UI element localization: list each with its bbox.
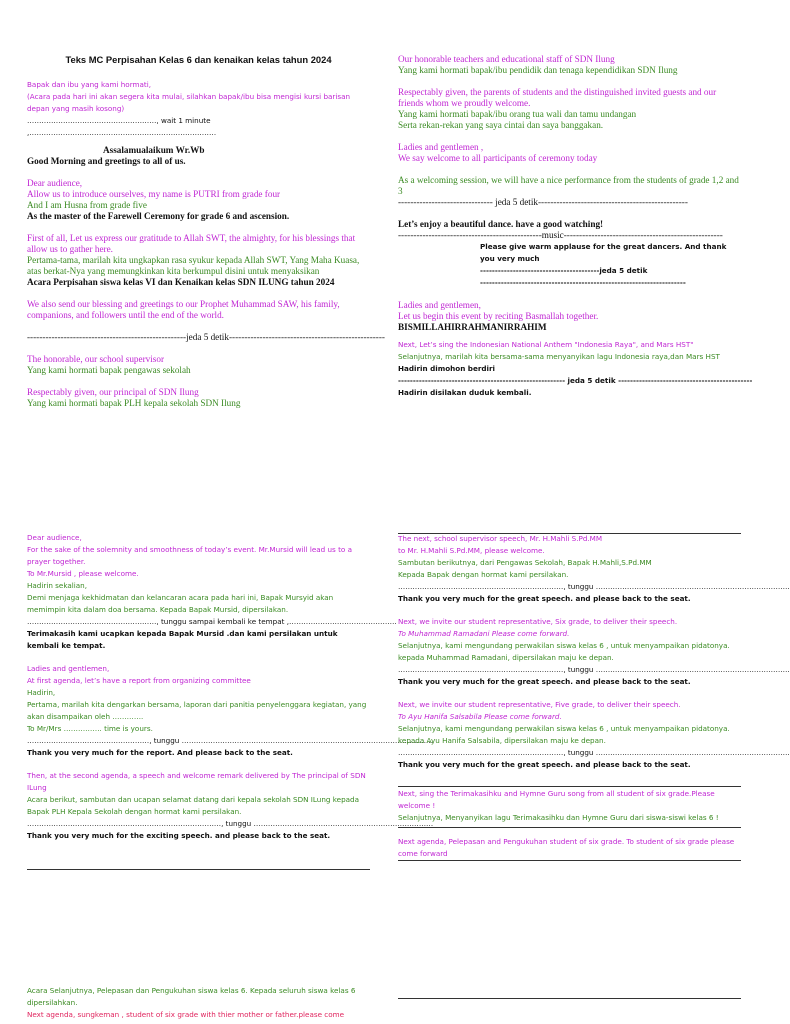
second-agenda-line: Then, at the second agenda, a speech and welcome remark delivered by The principal of SDN ILung xyxy=(27,771,366,792)
tunggu-line-6: ……………………………………………………………, tunggu ……………………………………………………………………… xyxy=(398,748,790,757)
duduk-line: Hadirin disilakan duduk kembali. xyxy=(398,388,532,397)
thanks-line-3: Thank you very much for the great speech. and please back to the seat. xyxy=(398,760,691,769)
principal-line: Respectably given, our principal of SDN Ilung xyxy=(27,387,199,397)
dear-audience: Dear audience, xyxy=(27,178,83,188)
hadirin-line: Hadirin sekalian, xyxy=(27,581,88,590)
demi-line: Demi menjaga kekhidmatan dan kelancaran acara pada hari ini, Bapak Mursyid akan memimpin kita dalam doa bersama. Kepada Bapak Mursid, dipersilakan. xyxy=(27,593,334,614)
jeda-line: ----------------------------------------------------jeda 5 detik--------------------------------------------------- xyxy=(27,332,385,342)
parents-id-line-1: Yang kami hormati bapak/ibu orang tua wali dan tamu undangan xyxy=(398,109,637,119)
berdiri-line: Hadirin dimohon berdiri xyxy=(398,364,495,373)
page-1-right-column xyxy=(398,54,753,399)
dash-line: --------------------------------------------------------------------- xyxy=(480,278,686,287)
to-supervisor-line: to Mr. H.Mahli S.Pd.MM, please welcome. xyxy=(398,546,545,555)
six-grade-line: Next, we invite our student representative, Six grade, to deliver their speech. xyxy=(398,617,678,626)
thanks-line-1: Thank you very much for the great speech. and please back to the seat. xyxy=(398,594,691,603)
acara-line: Acara Perpisahan siswa kelas VI dan Kenaikan kelas SDN ILUNG tahun 2024 xyxy=(27,277,335,287)
six-grade-id-line: Selanjutnya, kami mengundang perwakilan siswa kelas 6 , untuk menyampaikan pidatonya. kepada Muhammad Ramadani, dipersilakan maju ke depan. xyxy=(398,641,730,662)
tunggu-line-5: ……………………………………………………………, tunggu ……………………………………………………………………… xyxy=(398,665,790,674)
report-line: At first agenda, let’s have a report from organizing committee xyxy=(27,676,251,685)
music-line: -----------------------------------------------music---------------------------------------------------- xyxy=(398,230,723,240)
jeda-line: ------------------------------- jeda 5 detik------------------------------------------------- xyxy=(398,197,688,207)
anthem-line: Next, Let’s sing the Indonesian National Anthem "Indonesia Raya", and Mars HST" xyxy=(398,340,694,349)
parents-id-line-2: Serta rekan-rekan yang saya cintai dan saya banggakan. xyxy=(398,120,604,130)
basmallah-line: Let us begin this event by reciting Basmallah together. xyxy=(398,311,599,321)
session-line: As a welcoming session, we will have a nice performance from the students of grade 1,2 and 3 xyxy=(398,175,739,196)
sambutan-line: Sambutan berikutnya, dari Pengawas Sekolah, Bapak H.Mahli,S.Pd.MM xyxy=(398,558,652,567)
page-3-left-column xyxy=(27,985,370,1021)
sing-id-line: Selanjutnya, Menyanyikan lagu Terimakasihku dan Hymne Guru dari siswa-siswi kelas 6 ! xyxy=(398,813,719,822)
divider-line xyxy=(398,786,741,787)
tunggu-line-1: ………………………………………………, tunggu sampai kembali ke tempat ,……………………………………… xyxy=(27,617,397,626)
blessing-line: We also send our blessing and greetings to our Prophet Muhammad SAW, his family, companions, and followers until the end of the world. xyxy=(27,299,340,320)
kepada-line: Kepada Bapak dengan hormat kami persilakan. xyxy=(398,570,569,579)
song-block xyxy=(398,788,743,824)
sing-line: Next, sing the Terimakasihku and Hymne Guru song from all student of six grade.Please welcome ! xyxy=(398,789,715,810)
teachers-line: Our honorable teachers and educational staff of SDN Ilung xyxy=(398,54,615,64)
thanks-exciting-line: Thank you very much for the exciting speech. and please back to the seat. xyxy=(27,831,331,840)
salam: Assalamualaikum Wr.Wb xyxy=(103,145,205,155)
good-morning: Good Morning and greetings to all of us. xyxy=(27,156,186,166)
pelepasan-line: Next agenda, Pelepasan and Pengukuhan student of six grade. To student of six grade please come forward xyxy=(398,837,735,858)
parents-line: Respectably given, the parents of students and the distinguished invited guests and our friends whom we proudly welcome. xyxy=(398,87,717,108)
master-line: As the master of the Farewell Ceremony for grade 6 and ascension. xyxy=(27,211,290,221)
page-2-right-column xyxy=(398,533,790,771)
ladies-gentlemen: Ladies and gentlemen , xyxy=(398,142,484,152)
second-agenda-id-line: Acara berikut, sambutan dan ucapan selamat datang dari kepala sekolah SDN ILung kepada Bapak PLH Kepala Sekolah dengan hormat kami persilakan. xyxy=(27,795,360,816)
five-grade-line: Next, we invite our student representative, Five grade, to deliver their speech. xyxy=(398,700,681,709)
document-title: Teks MC Perpisahan Kelas 6 dan kenaikan kelas tahun 2024 xyxy=(65,54,332,65)
tunggu-line-3: ………………………………………………………………………, tunggu ………………………………………………………………… xyxy=(27,819,434,828)
divider-line xyxy=(398,998,741,999)
jeda-line-3: -------------------------------------------------------- jeda 5 detik --------------------------------------------- xyxy=(398,376,753,385)
tunggu-line-4: ……………………………………………………………, tunggu ……………………………………………………………………… xyxy=(398,582,790,591)
anthem-id-line: Selanjutnya, marilah kita bersama-sama menyanyikan lagu Indonesia raya,dan Mars HST xyxy=(398,352,720,361)
ladies-gentlemen-2: Ladies and gentlemen, xyxy=(398,300,481,310)
to-ayu-line: To Ayu Hanifa Salsabila Please come forward. xyxy=(398,712,562,721)
wait-line: ………………………………………………, wait 1 minute ,…………………………………………………………………… xyxy=(27,116,217,137)
hadirin-line-2: Hadirin, xyxy=(27,688,56,697)
solemnity-line: For the sake of the solemnity and smoothness of today’s event. Mr.Mursid will lead us to a prayer together. xyxy=(27,545,352,566)
welcome-line: We say welcome to all participants of ceremony today xyxy=(398,153,598,163)
divider-line xyxy=(27,869,370,870)
sungkeman-line: Next agenda, sungkeman , student of six grade with thier mother or father.please come xyxy=(27,1010,345,1019)
terimakasih-line: Terimakasih kami ucapkan kepada Bapak Mursid .dan kami persilakan untuk kembali ke tempat. xyxy=(27,629,338,650)
dance-line: Let’s enjoy a beautiful dance. have a good watching! xyxy=(398,219,604,229)
page-1-left-column xyxy=(27,54,385,409)
tunggu-line-2: ……………………………………………, tunggu …………………………………………………………………………………………… xyxy=(27,736,434,745)
ladies-gentlemen-3: Ladies and gentlemen, xyxy=(27,664,110,673)
to-muhammad-line: To Muhammad Ramadani Please come forward. xyxy=(398,629,570,638)
next-supervisor-line xyxy=(398,533,743,545)
thanks-report-line: Thank you very much for the report. And please back to the seat. xyxy=(27,748,293,757)
pertama-line: Pertama-tama, marilah kita ungkapkan rasa syukur kepada Allah SWT, Yang Maha Kuasa, atas berkat-Nya yang memungkinkan kita berkumpul disini untuk menyaksikan xyxy=(27,255,360,276)
page-2-left-column xyxy=(27,532,434,842)
to-mrs-line: To Mr/Mrs ……………. time is yours. xyxy=(27,724,153,733)
five-grade-id-line: Selanjutnya, kami mengundang perwakilan siswa kelas 6 , untuk menyampaikan pidatonya. kepada Ayu Hanifa Salsabila, dipersilakan maju ke depan. xyxy=(398,724,730,745)
jeda-line-2: ----------------------------------------jeda 5 detik xyxy=(480,266,648,275)
applause-line: Please give warm applause for the great dancers. And thank you very much xyxy=(480,242,727,263)
introduce-line: Allow us to introduce ourselves, my name is PUTRI from grade four xyxy=(27,189,281,199)
dear-audience-2: Dear audience, xyxy=(27,533,82,542)
honorable-id-line: Yang kami hormati bapak pengawas sekolah xyxy=(27,365,191,375)
bismillah-line: BISMILLAHIRRAHMANIRRAHIM xyxy=(398,322,547,332)
pelepasan-block xyxy=(398,836,743,860)
pertama-line-2: Pertama, marilah kita dengarkan bersama, laporan dari panitia penyelenggara kegiatan, yang akan disampaikan oleh …………. xyxy=(27,700,367,721)
intro-greeting: Bapak dan ibu yang kami hormati, xyxy=(27,80,152,89)
pelepasan-id-line: Acara Selanjutnya, Pelepasan dan Pengukuhan siswa kelas 6. Kepada seluruh siswa kelas 6 dipersilahkan. xyxy=(27,986,356,1007)
honorable-line: The honorable, our school supervisor xyxy=(27,354,165,364)
gratitude-line: First of all, Let us express our gratitude to Allah SWT, the almighty, for his blessings that allow us to gather here. xyxy=(27,233,356,254)
teachers-id-line: Yang kami hormati bapak/ibu pendidik dan tenaga kependidikan SDN Ilung xyxy=(398,65,678,75)
thanks-line-2: Thank you very much for the great speech. and please back to the seat. xyxy=(398,677,691,686)
divider-line xyxy=(398,860,741,861)
divider-line xyxy=(398,827,741,828)
husna-line: And I am Husna from grade five xyxy=(27,200,147,210)
intro-instruction: (Acara pada hari ini akan segera kita mulai, silahkan bapak/ibu bisa mengisi kursi barisan depan yang masih kosong) xyxy=(27,92,351,113)
to-mursid-line: To Mr.Mursid , please welcome. xyxy=(27,569,139,578)
next-supervisor-text: The next, school supervisor speech, Mr. H.Mahli S.Pd.MM xyxy=(398,534,603,543)
principal-id-line: Yang kami hormati bapak PLH kepala sekolah SDN Ilung xyxy=(27,398,241,408)
